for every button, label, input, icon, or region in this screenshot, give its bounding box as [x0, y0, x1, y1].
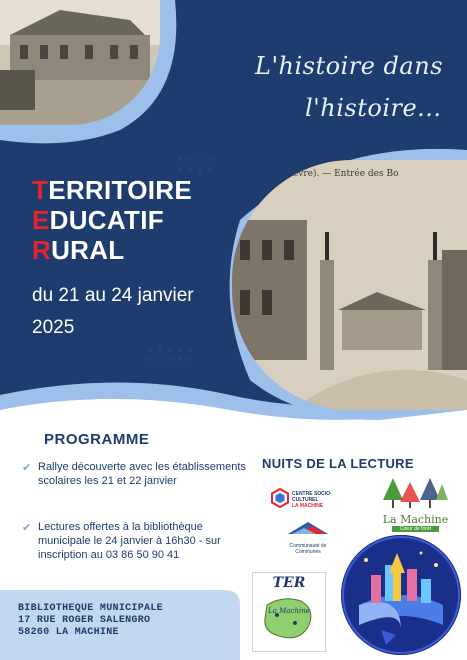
library-address: [18, 603, 163, 639]
programme-item: ✔ Lectures offertes à la bibliothèque municipale le 24 janvier à 16h30 - sur inscription au 03 86 50 90 41: [22, 521, 221, 561]
title-line-educatif: EDUCATIF: [32, 205, 164, 235]
headline-script-1: L'histoire dans: [255, 52, 444, 80]
programme-title: PROGRAMME: [44, 431, 150, 448]
communaute-logo-icon: [278, 520, 338, 538]
hexagon-logo-icon: [270, 488, 290, 508]
photo-caption: HINE (Nièvre). — Entrée des Bo: [250, 169, 399, 179]
dates-line-1: du 21 au 24 janvier: [32, 285, 194, 306]
nuits-lecture-title: NUITS DE LA LECTURE: [262, 456, 414, 471]
trees-icon: [378, 478, 453, 510]
photo-entrance-gate: [232, 160, 467, 410]
check-icon: ✔: [22, 462, 32, 474]
address-line-3: 58260 LA MACHINE: [18, 627, 119, 638]
address-line-1: BIBLIOTHEQUE MUNICIPALE: [18, 603, 163, 614]
centre-socio-culturel-logo: CENTRE SOCIO-CULTUREL LA MACHINE: [270, 487, 345, 509]
la-machine-logo: La Machine Cœur de forêt: [378, 478, 453, 528]
map-icon: [253, 595, 325, 643]
communaute-communes-logo: Communauté de Communes: [278, 520, 338, 552]
programme-item: ✔ Rallye découverte avec les établissements scolaires les 21 et 22 janvier: [22, 461, 246, 487]
dates-line-2: 2025: [32, 317, 75, 338]
address-line-2: 17 RUE ROGER SALENGRO: [18, 615, 151, 626]
ter-logo: TER La Machine: [252, 572, 326, 652]
nuits-lecture-illustration: [341, 535, 461, 655]
title-line-rural: RURAL: [32, 235, 125, 265]
title-line-territoire: TERRITOIRE: [32, 175, 192, 205]
headline-script-2: l'histoire...: [305, 94, 442, 122]
check-icon: ✔: [22, 522, 32, 534]
